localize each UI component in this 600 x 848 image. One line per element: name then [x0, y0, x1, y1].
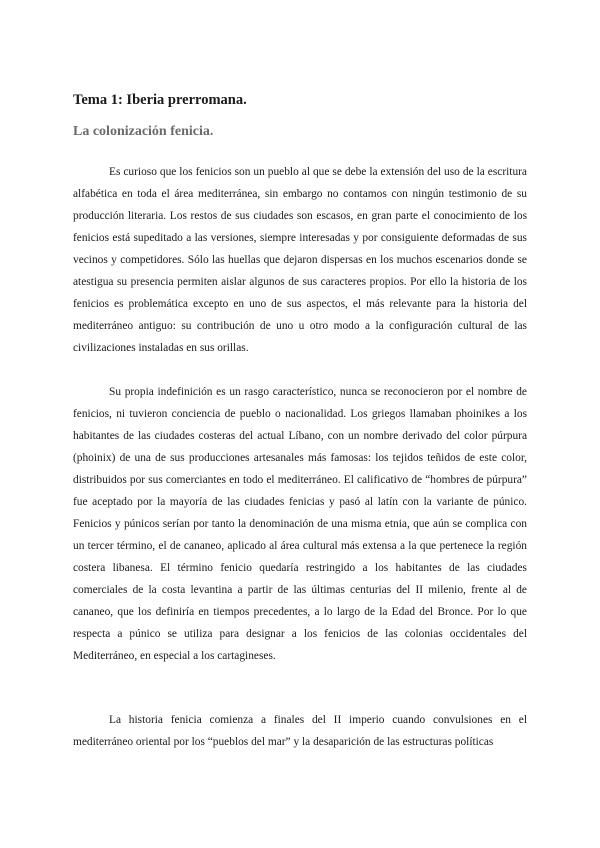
document-subtitle: La colonización fenicia.	[73, 124, 214, 139]
document-title: Tema 1: Iberia prerromana.	[73, 92, 247, 108]
paragraph-3: La historia fenicia comienza a finales del II imperio cuando convulsiones en el mediterráneo oriental por los “pueblos del mar” y la desaparición de las estructuras políticas	[73, 714, 527, 748]
paragraph-1: Es curioso que los fenicios son un pueblo al que se debe la extensión del uso de la escritura alfabética en toda el área mediterránea, sin embargo no contamos con ningún testimonio de su producción literaria. Los restos de sus ciudades son escasos, en gran parte el conocimiento de los fenicios está supeditado a las versiones, siempre interesadas y por consiguiente deformadas de sus vecinos y competidores. Sólo las huellas que dejaron dispersas en los muchos escenarios donde se atestigua su presencia permiten aislar algunos de sus caracteres propios. Por ello la historia de los fenicios es problemática excepto en uno de sus aspectos, el más relevante para la historia del mediterráneo antiguo: su contribución de uno u otro modo a la configuración cultural de las civilizaciones instaladas en sus orillas.	[73, 166, 527, 354]
paragraph-2: Su propia indefinición es un rasgo característico, nunca se reconocieron por el nombre de fenicios, ni tuvieron conciencia de pueblo o nacionalidad. Los griegos llamaban phoinikes a los habitantes de las ciudades costeras del actual Líbano, con un nombre derivado del color púrpura (phoinix) de una de sus producciones artesanales más famosas: los tejidos teñidos de este color, distribuidos por sus comerciantes en todo el mediterráneo. El calificativo de “hombres de púrpura” fue aceptado por la mayoría de las ciudades fenicias y pasó al latín con la variante de púnico. Fenicios y púnicos serían por tanto la denominación de una misma etnia, que aún se complica con un tercer término, el de cananeo, aplicado al área cultural más extensa a la que pertenece la región costera libanesa. El término fenicio quedaría restringido a los habitantes de las ciudades comerciales de la costa levantina a partir de las últimas centurias del II milenio, frente al de cananeo, que los definiría en tiempos precedentes, a lo largo de la Edad del Bronce. Por lo que respecta a púnico se utiliza para designar a los fenicios de las colonias occidentales del Mediterráneo, en especial a los cartagineses.	[73, 386, 527, 662]
